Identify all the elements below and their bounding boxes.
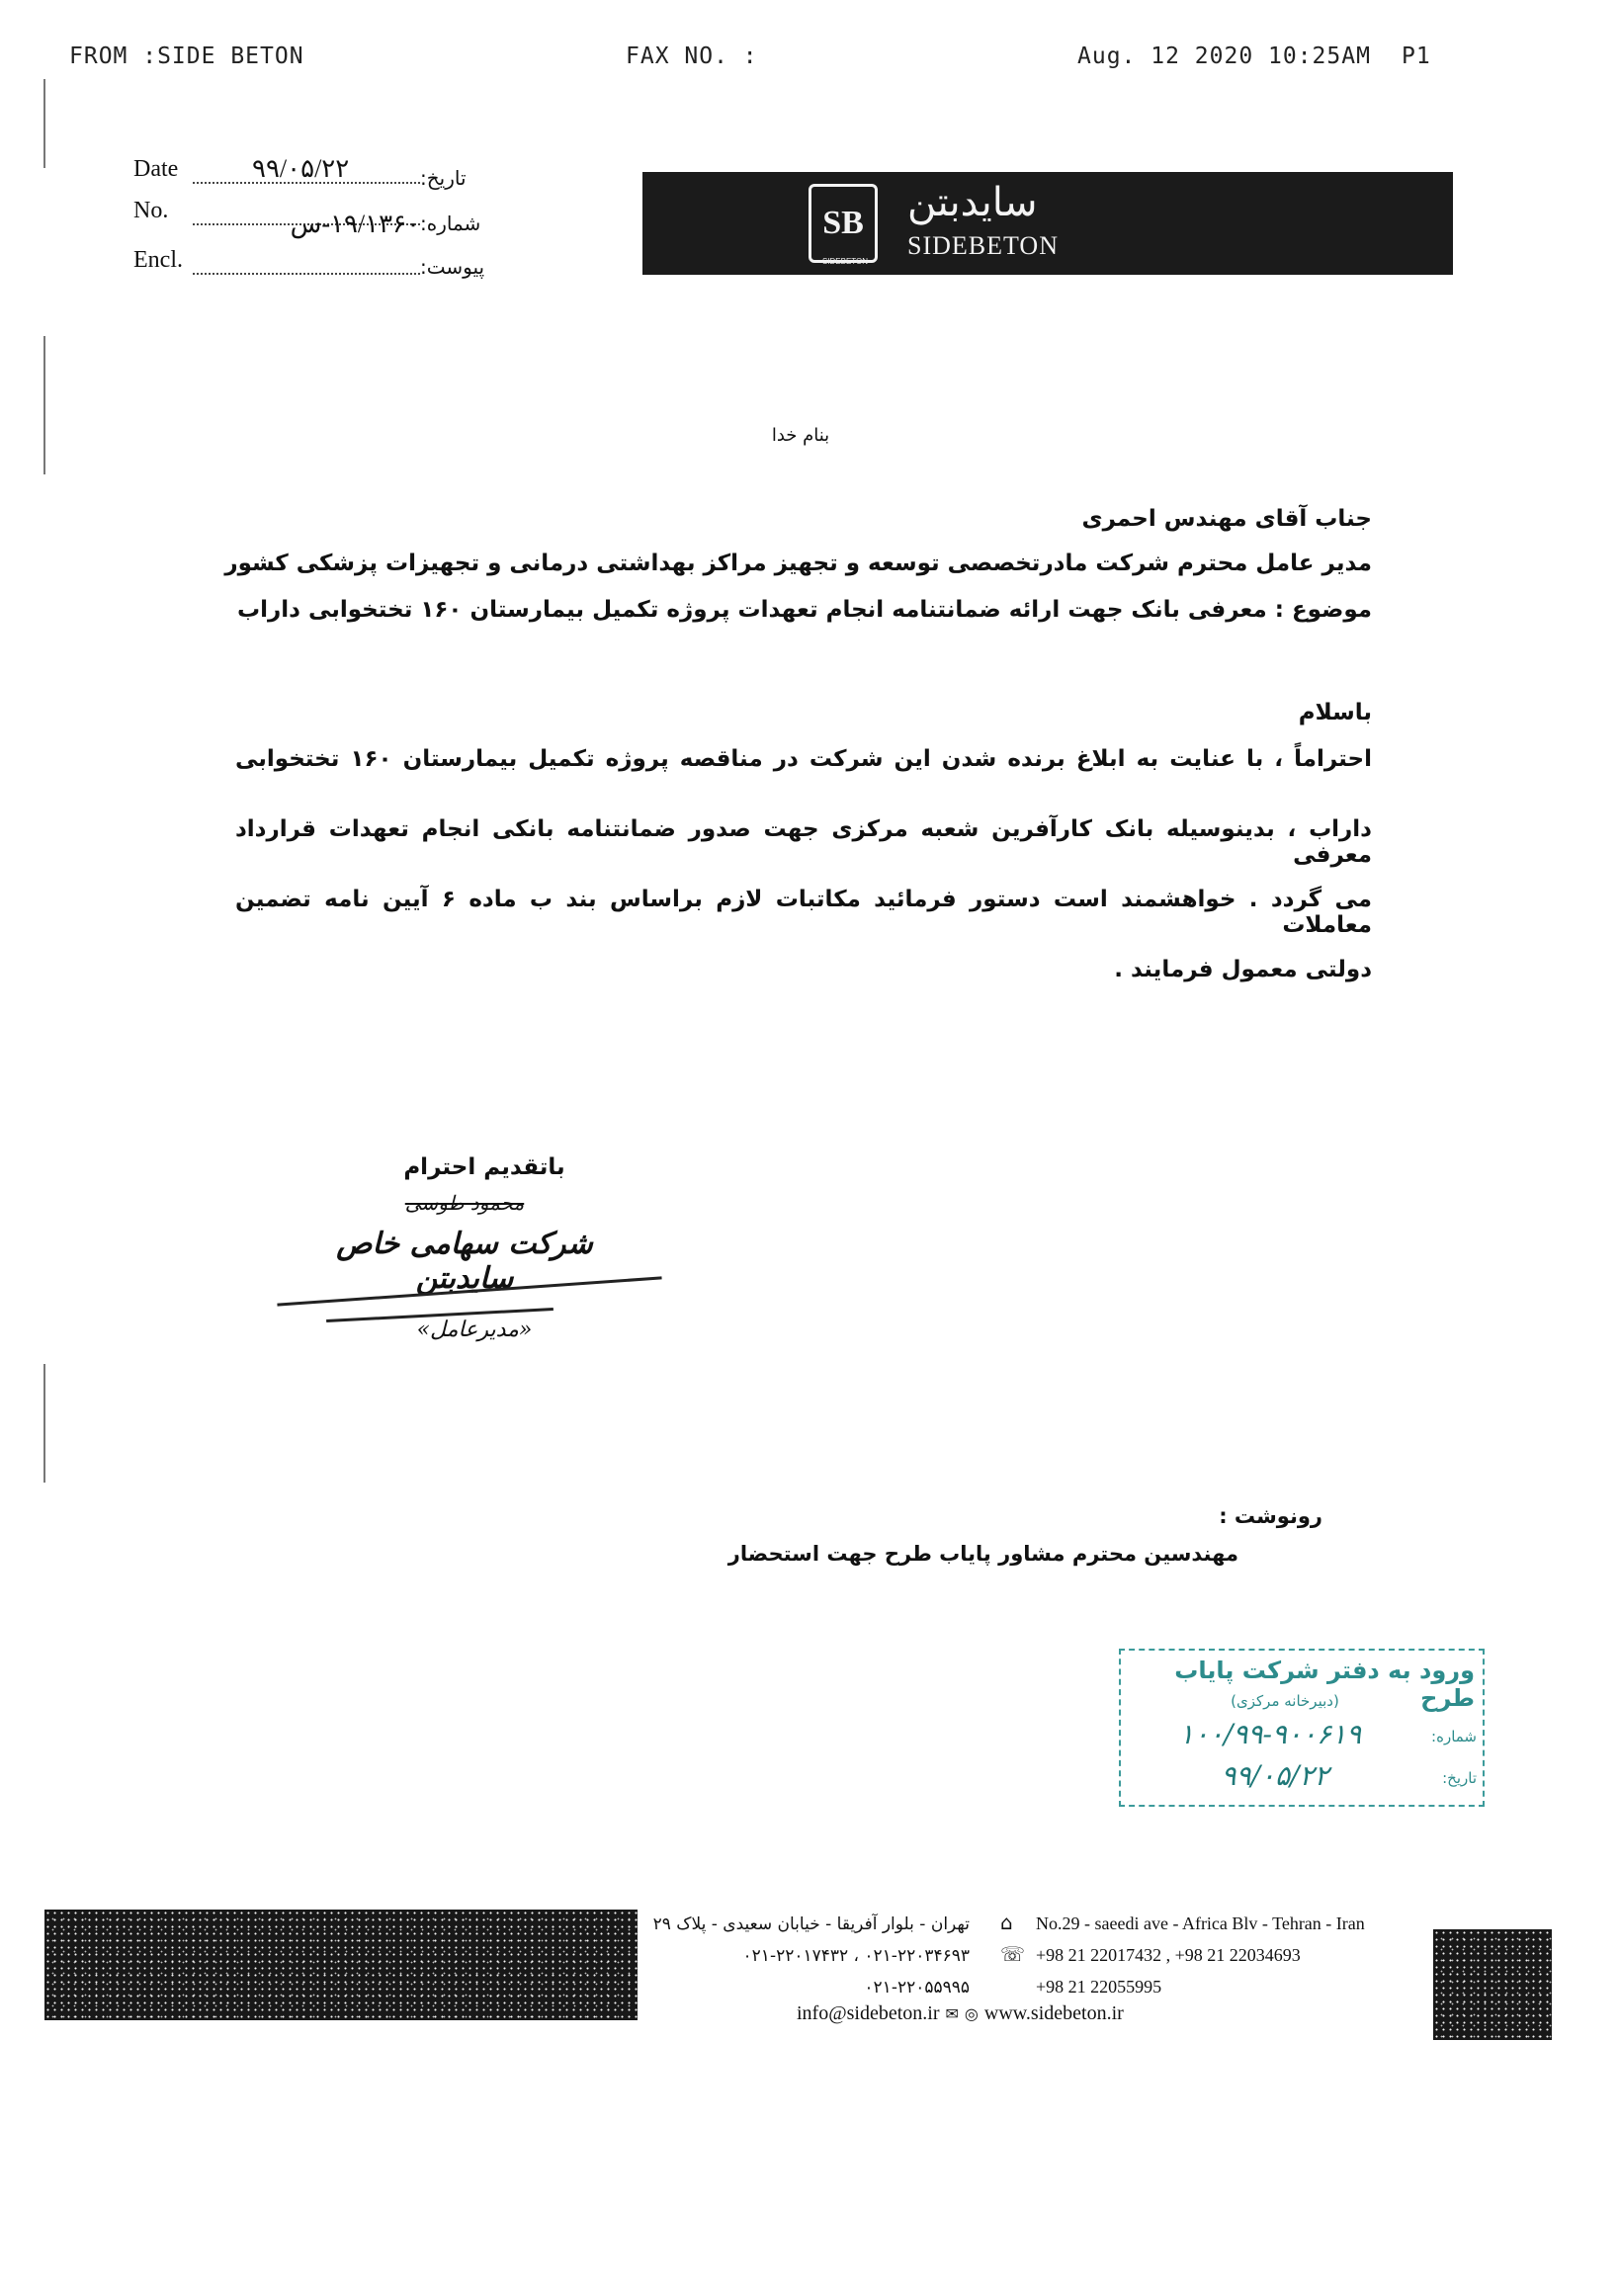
phone-icon: ☏	[1000, 1942, 1026, 1966]
logo-mark: SB	[822, 205, 864, 241]
scan-edge-mark	[43, 79, 45, 168]
footer-fax-en: +98 21 22055995	[1036, 1977, 1162, 1997]
greeting: باسلام	[1298, 700, 1372, 725]
stamp-title: ورود به دفتر شرکت پایاب طرح	[1174, 1657, 1475, 1712]
fax-number: FAX NO. :	[626, 43, 758, 69]
stamp-date-value: ۹۹/۰۵/۲۲	[1221, 1759, 1329, 1792]
number-value: ۱۹/۱۳۶۰-س	[290, 210, 420, 238]
company-logo	[809, 184, 878, 263]
globe-icon: ◎	[964, 2004, 979, 2023]
footer-bar-left	[44, 1910, 638, 2020]
stamp-number-value: ۱۰۰/۹۹-۹۰۰۶۱۹	[1178, 1718, 1362, 1750]
body-line: احتراماً ، با عنایت به ابلاغ برنده شدن این شرکت در مناقصه پروژه تکمیل بیمارستان ۱۶۰ تختخوابی	[235, 746, 1372, 772]
invocation: بنام خدا	[771, 425, 830, 446]
stamp-date-label: تاریخ:	[1442, 1769, 1477, 1787]
letter-subject: موضوع : معرفی بانک جهت ارائه ضمانتنامه انجام تعهدات پروژه تکمیل بیمارستان ۱۶۰ تختخوابی داراب	[237, 597, 1372, 623]
number-field	[133, 198, 430, 238]
footer-email[interactable]: info@sidebeton.ir	[797, 2002, 940, 2024]
date-field	[133, 156, 430, 183]
company-name-fa: سایدبتن	[907, 180, 1038, 225]
footer-phone-en: +98 21 22017432 , +98 21 22034693	[1036, 1945, 1301, 1965]
body-line: دولتی معمول فرمایند .	[1114, 957, 1372, 982]
receipt-stamp	[1119, 1649, 1485, 1807]
closing: باتقدیم احترام	[403, 1154, 565, 1180]
fax-from: FROM :SIDE BETON	[69, 43, 304, 69]
stamp-number-label: شماره:	[1431, 1728, 1477, 1745]
stamp-subtitle: (دبیرخانه مرکزی)	[1231, 1692, 1339, 1710]
enclosure-line	[193, 243, 420, 275]
fax-timestamp: Aug. 12 2020 10:25AM	[1077, 43, 1371, 69]
fax-page: P1	[1402, 43, 1431, 69]
signature-block	[267, 1191, 662, 1369]
enclosure-field	[133, 247, 430, 274]
recipient-name: جناب آقای مهندس احمری	[1081, 506, 1372, 532]
cc-recipient: مهندسین محترم مشاور پایاب طرح جهت استحضار	[727, 1542, 1238, 1566]
cc-label: رونوشت :	[1219, 1504, 1322, 1528]
footer-contact-row	[797, 2002, 1232, 2025]
home-icon: ⌂	[1000, 1911, 1013, 1934]
footer-phone-fa: ۰۲۱-۲۲۰۱۷۴۳۲ ، ۰۲۱-۲۲۰۳۴۶۹۳	[742, 1946, 970, 1966]
footer-website[interactable]: www.sidebeton.ir	[983, 2002, 1124, 2024]
scan-edge-mark	[43, 1364, 45, 1483]
footer-bar-right	[1433, 1929, 1552, 2040]
company-banner	[642, 172, 1453, 275]
date-value: ۹۹/۰۵/۲۲	[252, 154, 350, 183]
no-label-fa: شماره:	[420, 212, 481, 235]
body-line: می گردد . خواهشمند است دستور فرمائید مکاتبات لازم براساس بند ب ماده ۶ آیین نامه تضمین معاملات	[235, 887, 1372, 938]
encl-label-fa: پیوست:	[420, 255, 485, 279]
encl-label-en: Encl.	[133, 247, 183, 273]
recipient-title: مدیر عامل محترم شرکت مادرتخصصی توسعه و تجهیز مراکز بهداشتی درمانی و تجهیزات پزشکی کشور	[224, 551, 1372, 576]
no-label-en: No.	[133, 198, 169, 223]
logo-subtext: SIDEBETON	[821, 257, 869, 266]
date-label-fa: تاریخ:	[420, 166, 467, 190]
body-line: داراب ، بدینوسیله بانک کارآفرین شعبه مرکزی جهت صدور ضمانتنامه بانکی انجام تعهدات قرارداد معرفی	[235, 816, 1372, 868]
date-label-en: Date	[133, 156, 179, 182]
footer-address-en: No.29 - saeedi ave - Africa Blv - Tehran - Iran	[1036, 1913, 1365, 1933]
scan-edge-mark	[43, 336, 45, 474]
company-name-en: SIDEBETON	[907, 231, 1059, 260]
signature-company: شرکت سهامی خاص سایدبتن	[336, 1227, 593, 1296]
signature-name: محمود طوسی	[404, 1191, 525, 1215]
footer-address-fa: تهران - بلوار آفریقا - خیابان سعیدی - پلاک ۲۹	[652, 1914, 970, 1934]
email-icon: ✉	[945, 2004, 959, 2023]
footer-fax-fa: ۰۲۱-۲۲۰۵۵۹۹۵	[864, 1978, 970, 1998]
signature-role: «مدیرعامل»	[416, 1318, 533, 1342]
